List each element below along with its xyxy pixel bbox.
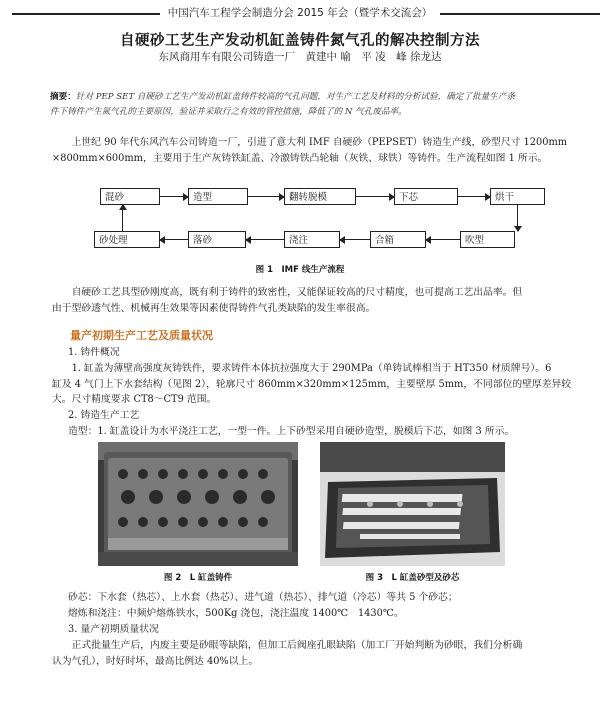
text-line: 自硬砂工艺具型砂刚度高，既有利于铸件的致密性，又能保证较高的尺寸精度，也可提高工艺出品率。但 [71,287,523,298]
casting-paragraph [52,361,577,408]
flow-arrow [340,239,370,240]
quality-paragraph [52,638,577,669]
figure-1-caption: 图 1 IMF 线生产流程 [255,265,345,275]
text-line: 大。尺寸精度要求 CT8～CT9 范围。 [52,394,217,405]
text-line: 正式批量生产后，内废主要是砂眼等缺陷，但加工后阀座孔眼缺陷（加工厂开始判断为砂眼，我们分析确 [71,640,523,651]
flow-box-molding: 造型 [188,188,248,205]
flow-arrow [356,196,394,197]
running-head: 中国汽车工程学会制造分会 2015 年会（暨学术交流会） [0,5,600,20]
text-line: ×800mm×600mm，主要用于生产灰铸铁缸盖、冷激铸铁凸轮轴（灰铁、球铁）等铸件。生产流程如图 1 所示。 [52,152,548,164]
flow-box-drying: 烘干 [490,188,545,205]
authors: 东风商用车有限公司铸造一厂 黄建中 喻 平 凌 峰 徐龙达 [158,51,442,63]
molding-text: 造型：1. 缸盖设计为水平浇注工艺，一型一件。上下砂型采用自硬砂造型，脱模后下芯，如图 3 所示。 [68,426,515,437]
flow-arrow [458,196,490,197]
flow-arrow [246,239,284,240]
flow-arrow [426,239,460,240]
paragraph [52,285,572,316]
flow-box-shakeout: 落砂 [188,231,246,248]
flow-box-core-setting: 下芯 [394,188,458,205]
flow-arrow [160,239,188,240]
flow-box-blowing: 吹型 [460,231,515,248]
figure-3-caption: 图 3 L 缸盖砂型及砂芯 [365,573,460,583]
abstract [50,90,570,120]
flow-box-mix: 混砂 [100,188,160,205]
cylinder-head-casting-image [98,442,298,566]
paper-title: 自硬砂工艺生产发动机缸盖铸件氮气孔的解决控制方法 [120,33,480,49]
subheading: 2. 铸造生产工艺 [68,410,140,421]
flow-box-sand-treatment: 砂处理 [94,231,160,248]
flow-box-pouring: 浇注 [284,231,340,248]
text-line: 由于型砂透气性、机械再生效果等因素使得铸件气孔类缺陷的发生率很高。 [52,302,376,314]
abstract-line: 针对 PEP SET 自硬砂工艺生产发动机缸盖铸件较高的气孔问题，对生产工艺及材料的分析试验，确定了批量生产条 [75,92,516,102]
melting-text: 熔炼和浇注：中频炉熔炼铁水，500Kg 浇包，浇注温度 1400℃ 1430℃。 [68,608,404,619]
intro-paragraph [52,135,572,166]
section-heading: 量产初期生产工艺及质量状况 [70,329,213,342]
flow-box-closing: 合箱 [370,231,426,248]
flow-box-stripping: 翻转脱模 [284,188,356,205]
flow-arrow [122,205,123,231]
abstract-line: 件下铸件产生氮气孔的主要原因，验证并采取行之有效的管控措施，降低了的 N 气孔废品率。 [50,107,407,117]
figure-2-caption: 图 2 L 缸盖铸件 [163,573,233,583]
text-line: 上世纪 90 年代东风汽车公司铸造一厂，引进了意大利 IMF 自硬砂（PEPSET）铸造生产线，砂型尺寸 1200mm [71,137,568,148]
subheading: 1. 铸件概况 [68,347,120,358]
flow-arrow [517,205,518,231]
cores-text: 砂芯：下水套（热芯）、上水套（热芯）、进气道（热芯）、排气道（冷芯）等共 5 个砂芯； [68,592,458,603]
flow-arrow [160,196,188,197]
sand-mold-image [320,442,505,566]
text-line: 1. 缸盖为薄壁高强度灰铸铁件，要求铸件本体抗拉强度大于 290MPa（单铸试棒相当于 HT350 材质牌号）。6 [71,363,552,374]
subheading: 3. 量产初期质量状况 [68,624,159,635]
text-line: 认为气孔），时好时坏，最高比例达 40%以上。 [52,655,259,667]
abstract-label: 摘要： [50,92,76,102]
flow-arrow [248,196,284,197]
text-line: 缸及 4 气门上下水套结构（见图 2），轮廓尺寸 860mm×320mm×125mm，主要壁厚 5mm，不同部位的壁厚差异较 [52,378,572,390]
sand-mold-cores-photo [320,442,505,566]
cylinder-head-casting-photo [98,442,298,566]
